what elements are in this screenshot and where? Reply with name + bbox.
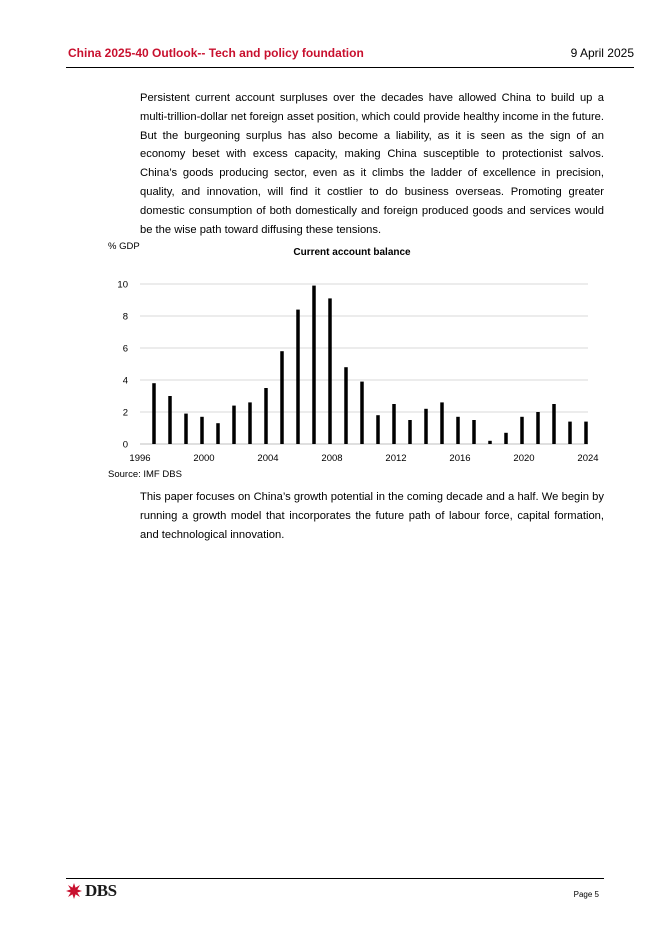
body-paragraph-1: Persistent current account surpluses over the decades have allowed China to build up a multi-trillion-dollar net foreign asset position, which could provide healthy income in the future. But the burgeoning surplus has also become a liability, as it is seen as the sign of an economy beset with excess capacity, making China susceptible to protectionist salvos. China’s goods producing sector, even as it climbs the ladder of excellence in precision, quality, and innovation, will find it costlier to do business overseas. Promoting greater domestic consumption of both domestically and foreign produced goods and services would be the wise path toward diffusing these tensions. <box>140 92 604 236</box>
y-tick-label-0: 0 <box>122 439 128 451</box>
bar-2015 <box>440 402 444 444</box>
bar-2021 <box>536 412 540 444</box>
y-tick-label-10: 10 <box>117 279 128 291</box>
bar-2005 <box>280 351 284 444</box>
bar-2002 <box>232 406 236 444</box>
bar-2019 <box>504 433 508 444</box>
bar-1999 <box>184 414 188 444</box>
x-tick-label-2016: 2016 <box>449 453 471 464</box>
y-tick-label-4: 4 <box>122 375 128 387</box>
header-title: China 2025-40 Outlook-- Tech and policy foundation <box>68 46 364 60</box>
bar-2014 <box>424 409 428 444</box>
bar-2003 <box>248 402 252 444</box>
header-date: 9 April 2025 <box>570 46 634 60</box>
dbs-star-icon <box>66 883 82 899</box>
bar-2023 <box>568 422 572 444</box>
bar-2024 <box>584 422 588 444</box>
body-paragraph-2: This paper focuses on China’s growth potential in the coming decade and a half. We begin by running a growth model that incorporates the future path of labour force, capital formation, and technological innovation. <box>140 491 604 541</box>
bar-2008 <box>328 298 332 444</box>
x-tick-label-1996: 1996 <box>129 453 151 464</box>
bar-2006 <box>296 310 300 444</box>
x-tick-label-2020: 2020 <box>513 453 535 464</box>
bar-2013 <box>408 420 412 444</box>
bar-2004 <box>264 388 268 444</box>
bar-1998 <box>168 396 172 444</box>
x-tick-label-2000: 2000 <box>193 453 215 464</box>
bar-2000 <box>200 417 204 444</box>
bar-2018 <box>488 441 492 444</box>
bar-2009 <box>344 367 348 444</box>
bar-2020 <box>520 417 524 444</box>
x-tick-label-2008: 2008 <box>321 453 343 464</box>
dbs-logo <box>66 882 117 900</box>
bar-1997 <box>152 383 156 444</box>
x-tick-label-2024: 2024 <box>577 453 599 464</box>
bar-2017 <box>472 420 476 444</box>
current-account-chart <box>100 270 600 466</box>
footer-divider <box>66 878 604 879</box>
y-tick-label-6: 6 <box>122 343 128 355</box>
chart-title: Current account balance <box>293 247 411 258</box>
bar-2007 <box>312 286 316 444</box>
x-tick-label-2012: 2012 <box>385 453 407 464</box>
chart-y-axis-label: % GDP <box>108 241 140 252</box>
bar-2011 <box>376 415 380 444</box>
y-tick-label-2: 2 <box>122 407 128 419</box>
page-number: Page 5 <box>573 890 599 899</box>
bar-2016 <box>456 417 460 444</box>
dbs-logo-text: DBS <box>85 881 117 900</box>
bar-2001 <box>216 423 220 444</box>
bar-2010 <box>360 382 364 444</box>
header-divider <box>66 67 634 68</box>
y-tick-label-8: 8 <box>122 311 128 323</box>
x-tick-label-2004: 2004 <box>257 453 279 464</box>
bar-2022 <box>552 404 556 444</box>
chart-source: Source: IMF DBS <box>108 469 182 480</box>
bar-2012 <box>392 404 396 444</box>
